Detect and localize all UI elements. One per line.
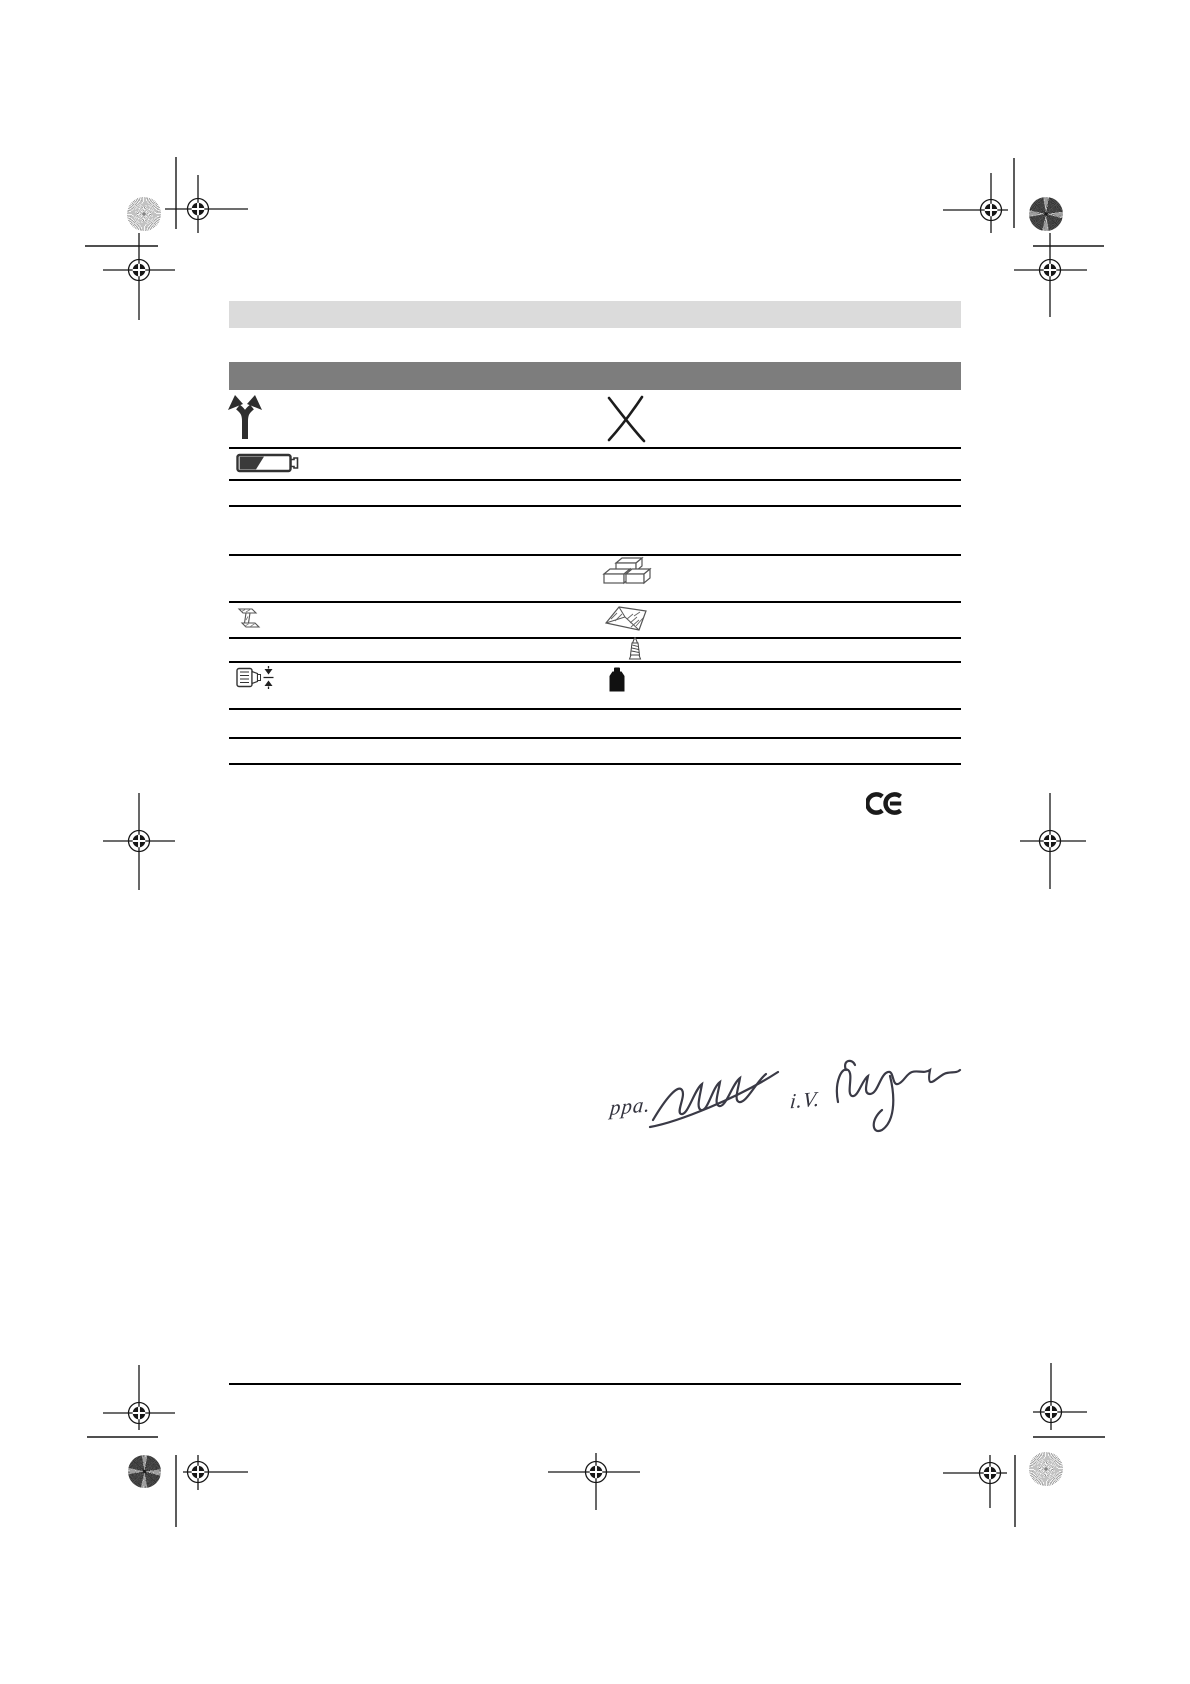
masonry-bricks-icon (600, 555, 652, 587)
battery-charge-level-icon (236, 452, 300, 474)
table-rule (229, 763, 961, 765)
signature-scribble-left (648, 1070, 782, 1130)
drill-chuck-clamping-range-icon (236, 666, 276, 689)
table-rule (229, 708, 961, 710)
signature-scribble-right (832, 1058, 964, 1138)
registration-mark (1014, 233, 1087, 317)
registration-mark (1020, 793, 1086, 889)
footer-rule (229, 1383, 961, 1385)
color-patch-pinwheel (1029, 1452, 1063, 1486)
section-bar-light (229, 301, 961, 328)
weight-icon (606, 667, 628, 692)
color-patch-pinwheel (1029, 197, 1063, 231)
registration-mark (183, 1455, 248, 1490)
table-rule (229, 737, 961, 739)
signature-iv-prefix: i.V. (789, 1086, 822, 1114)
signature-ppa-prefix: ppa. (609, 1092, 652, 1120)
registration-mark (103, 233, 175, 320)
registration-mark (1033, 1363, 1087, 1430)
table-rule (229, 601, 961, 603)
registration-mark (943, 1455, 1007, 1508)
registration-mark (165, 175, 248, 233)
table-rule (229, 554, 961, 556)
table-rule (229, 505, 961, 507)
wood-block-icon (603, 605, 649, 632)
table-rule (229, 479, 961, 481)
registration-mark (548, 1453, 640, 1510)
color-patch-pinwheel (127, 197, 161, 231)
ce-mark-icon (866, 789, 906, 818)
crossed-out-x-icon (604, 395, 648, 443)
section-bar-dark (229, 362, 961, 390)
table-rule (229, 637, 961, 639)
registration-mark (943, 173, 1008, 233)
registration-mark (103, 793, 175, 890)
color-patch-pinwheel (128, 1455, 161, 1488)
table-rule (229, 661, 961, 663)
direction-split-arrows-icon (226, 394, 264, 439)
metal-profile-icon (237, 607, 261, 629)
table-rule (229, 447, 961, 449)
screw-icon (627, 637, 643, 660)
registration-mark (103, 1365, 175, 1430)
